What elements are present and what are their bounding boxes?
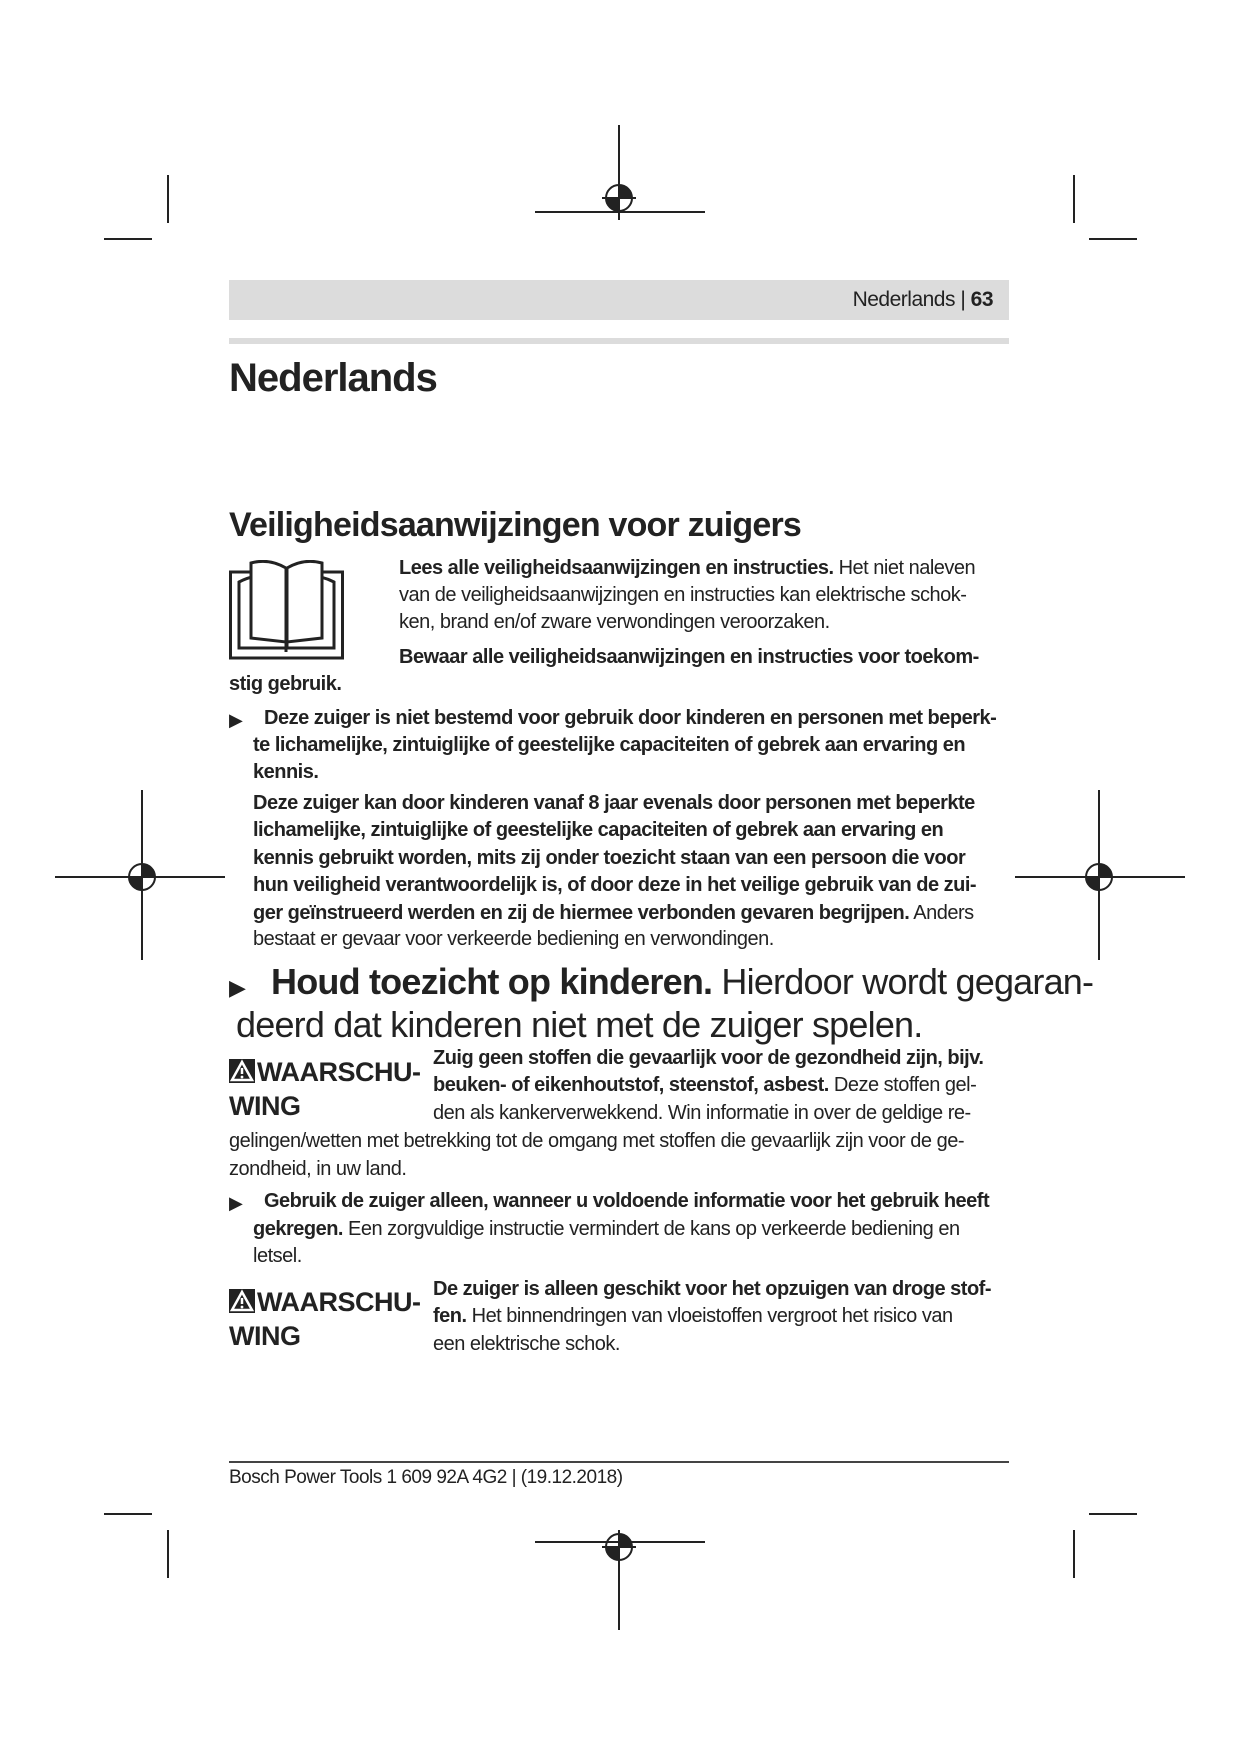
- keep-instructions-line-2: [229, 671, 341, 698]
- intro-bold: Lees alle veiligheidsaanwijzingen en instructies.: [399, 557, 834, 579]
- footer-rule: [229, 1461, 1009, 1463]
- header-language: Nederlands: [852, 288, 955, 311]
- bullet1-line-7: [253, 872, 976, 899]
- warning2-line-2: [433, 1303, 953, 1330]
- intro-line-2: van de veiligheidsaanwijzingen en instructies kan elektrische schok-: [399, 584, 967, 606]
- page-number: 63: [970, 288, 993, 311]
- bullet1-line-8: [253, 900, 974, 927]
- keep-instructions-text-2: stig gebruik.: [229, 673, 342, 695]
- warning2-text: De zuiger is alleen geschikt voor het opzuigen van droge stof-: [433, 1278, 991, 1300]
- bullet3-text: Gebruik de zuiger alleen, wanneer u voldoende informatie voor het gebruik heeft: [264, 1190, 990, 1212]
- registration-mark-icon: [602, 181, 636, 215]
- warning-label-line-2: WING: [229, 1091, 301, 1121]
- intro-rest: Het niet naleven: [833, 557, 976, 579]
- warning2-line-3: een elektrische schok.: [433, 1333, 620, 1355]
- bullet1-text: kennis gebruikt worden, mits zij onder toezicht staan van een persoon die voor: [253, 847, 966, 869]
- header-separator: |: [960, 288, 966, 311]
- bullet1-text: Deze zuiger is niet bestemd voor gebruik door kinderen en personen met beperk-: [264, 707, 997, 729]
- warning-triangle-icon: [229, 1059, 255, 1083]
- bullet3-text: gekregen.: [253, 1218, 343, 1240]
- bullet-arrow-icon: ▶: [229, 975, 246, 1000]
- bullet1-line-1: [264, 705, 996, 732]
- bullet2-rest: Hierdoor wordt gegaran-: [712, 961, 1094, 1002]
- bullet1-text: ger geïnstrueerd werden en zij de hiermee verbonden gevaren begrijpen.: [253, 902, 910, 924]
- bullet1-line-9: bestaat er gevaar voor verkeerde bediening en verwondingen.: [253, 928, 774, 950]
- bullet1-line-2: [253, 732, 965, 759]
- bullet2-line-1: [271, 961, 1093, 1003]
- bullet1-text: te lichamelijke, zintuiglijke of geestelijke capaciteiten of gebrek aan ervaring en: [253, 734, 966, 756]
- warning1-text: Zuig geen stoffen die gevaarlijk voor de gezondheid zijn, bijv.: [433, 1047, 984, 1069]
- warning-label-line-2: WING: [229, 1321, 301, 1351]
- header-text: [853, 288, 993, 312]
- bullet1-text: lichamelijke, zintuiglijke of geestelijke capaciteiten of gebrek aan ervaring en: [253, 819, 944, 841]
- warning1-line-1: [433, 1045, 983, 1072]
- bullet3-line-3: letsel.: [253, 1245, 302, 1267]
- warning-label: [229, 1055, 421, 1123]
- warning1-line-4: gelingen/wetten met betrekking tot de omgang met stoffen die gevaarlijk zijn voor de ge-: [229, 1130, 964, 1152]
- warning2-line-1: [433, 1276, 991, 1303]
- keep-instructions-line-1: [399, 644, 979, 671]
- intro-line-3: ken, brand en/of zware verwondingen veroorzaken.: [399, 611, 830, 633]
- registration-mark-icon: [125, 860, 159, 894]
- warning1-line-3: den als kankerverwekkend. Win informatie in over de geldige re-: [433, 1102, 971, 1124]
- warning-triangle-icon: [229, 1289, 255, 1313]
- warning1-text-rest: Deze stoffen gel-: [828, 1074, 977, 1096]
- bullet2-line-2: deerd dat kinderen niet met de zuiger spelen.: [236, 1004, 923, 1045]
- bullet1-line-3: [253, 759, 318, 786]
- bullet2-bold: Houd toezicht op kinderen.: [271, 961, 713, 1002]
- bullet1-line-6: [253, 845, 965, 872]
- warning1-text: beuken- of eikenhoutstof, steenstof, asbest.: [433, 1074, 829, 1096]
- warning-label-line-1: WAARSCHU-: [257, 1287, 421, 1317]
- warning1-line-2: [433, 1072, 976, 1099]
- bullet3-line-1: [264, 1188, 989, 1215]
- bullet3-line-2: [253, 1216, 960, 1243]
- bullet1-text: Deze zuiger kan door kinderen vanaf 8 jaar evenals door personen met beperkte: [253, 792, 975, 814]
- warning2-text: fen.: [433, 1305, 467, 1327]
- footer-text: Bosch Power Tools 1 609 92A 4G2 | (19.12.2018): [229, 1467, 623, 1488]
- section-title: Veiligheidsaanwijzingen voor zuigers: [229, 506, 802, 544]
- intro-line-1: [399, 555, 975, 582]
- keep-instructions-text: Bewaar alle veiligheidsaanwijzingen en instructies voor toekom-: [399, 646, 979, 668]
- bullet1-text: kennis.: [253, 761, 319, 783]
- bullet-arrow-icon: ▶: [229, 1193, 243, 1213]
- warning2-text-rest: Het binnendringen van vloeistoffen vergroot het risico van: [466, 1305, 953, 1327]
- warning1-line-5: zondheid, in uw land.: [229, 1158, 407, 1180]
- bullet1-line-5: [253, 817, 943, 844]
- bullet1-line-4: [253, 790, 975, 817]
- bullet3-text-rest: Een zorgvuldige instructie vermindert de kans op verkeerde bediening en: [342, 1218, 960, 1240]
- page-title: Nederlands: [229, 356, 437, 400]
- read-manual-book-icon: [229, 560, 344, 660]
- warning-label-line-1: WAARSCHU-: [257, 1057, 421, 1087]
- bullet1-text: hun veiligheid verantwoordelijk is, of door deze in het veilige gebruik van de zui-: [253, 874, 977, 896]
- running-header: [229, 280, 1009, 320]
- bullet1-text-rest: Anders: [909, 902, 974, 924]
- bullet-arrow-icon: ▶: [229, 710, 243, 730]
- header-rule: [229, 338, 1009, 344]
- warning-label: [229, 1285, 421, 1353]
- registration-mark-icon: [602, 1530, 636, 1564]
- registration-mark-icon: [1082, 860, 1116, 894]
